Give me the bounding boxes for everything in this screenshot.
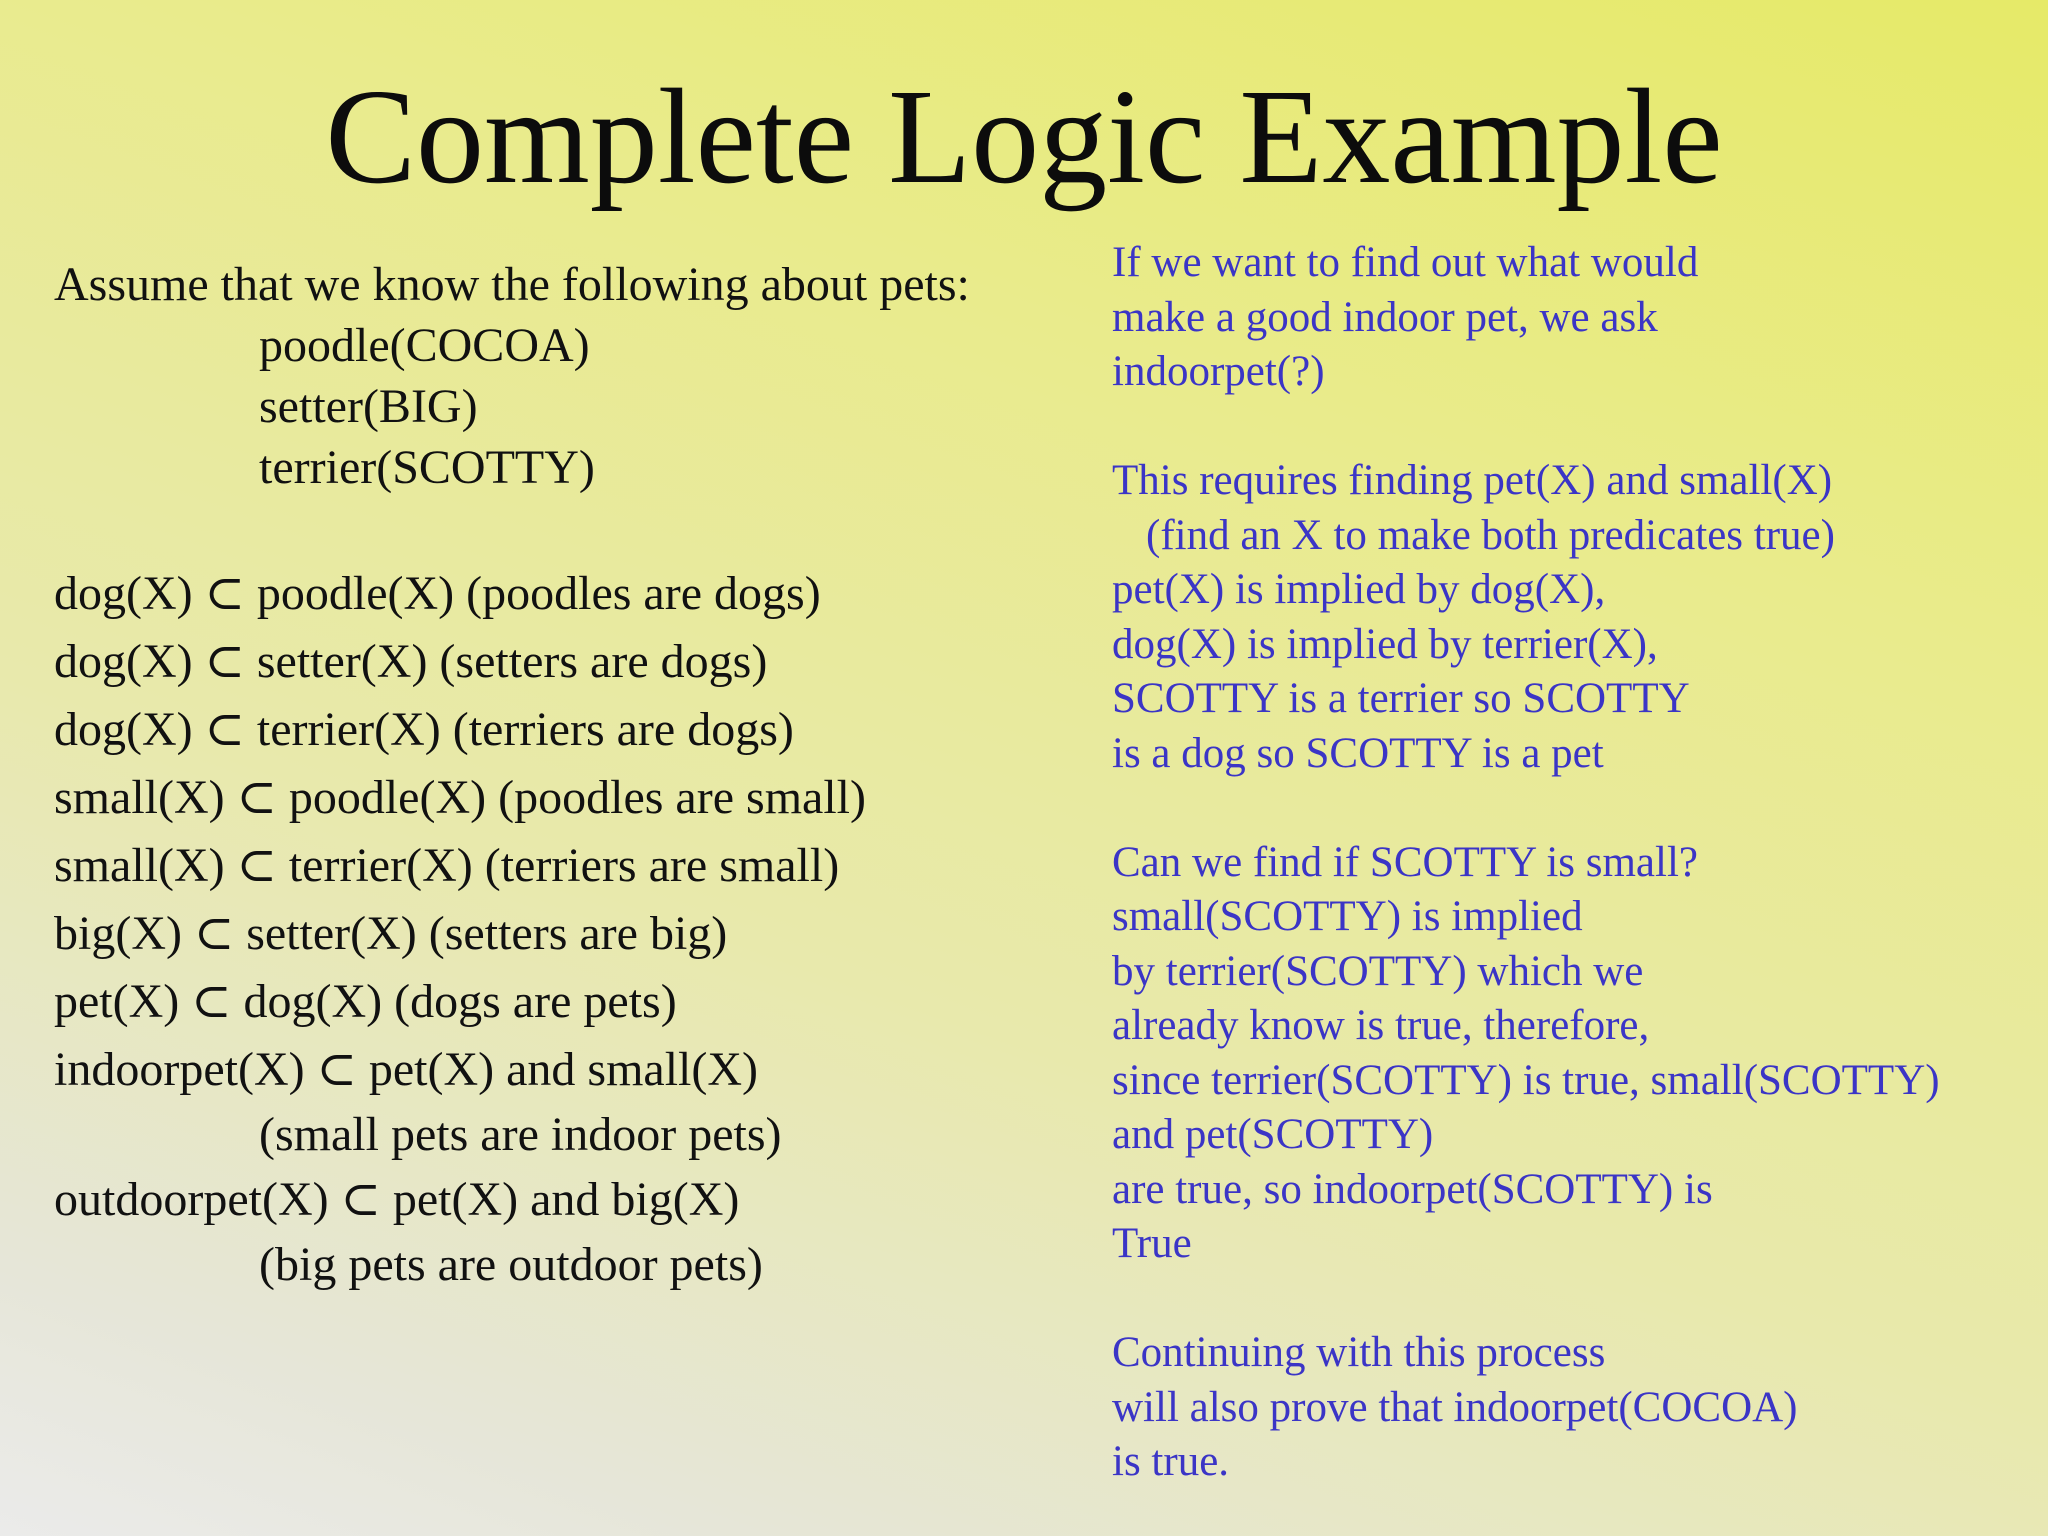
- rule-setters-are-dogs: dog(X) ⊂ setter(X) (setters are dogs): [54, 635, 768, 688]
- explanation-line: True: [1112, 1220, 1192, 1267]
- explanation-line: pet(X) is implied by dog(X),: [1112, 566, 1606, 613]
- rule-terriers-are-dogs: dog(X) ⊂ terrier(X) (terriers are dogs): [54, 703, 794, 756]
- explanation-line: will also prove that indoorpet(COCOA): [1112, 1383, 1798, 1431]
- fact-terrier: terrier(SCOTTY): [259, 441, 595, 494]
- explanation-line: are true, so indoorpet(SCOTTY) is: [1112, 1165, 1713, 1213]
- explanation-line: small(SCOTTY) is implied: [1112, 893, 1583, 940]
- explanation-line: and pet(SCOTTY): [1112, 1111, 1434, 1158]
- rule-outdoorpet: outdoorpet(X) ⊂ pet(X) and big(X): [54, 1173, 740, 1226]
- explanation-line-indented: (find an X to make both predicates true): [1146, 511, 1835, 559]
- explanation-line: Continuing with this process: [1112, 1329, 1606, 1376]
- rule-poodles-are-small: small(X) ⊂ poodle(X) (poodles are small): [54, 771, 866, 824]
- rule-outdoorpet-note: (big pets are outdoor pets): [259, 1238, 763, 1291]
- rule-indoorpet-note: (small pets are indoor pets): [259, 1108, 782, 1161]
- rule-dogs-are-pets: pet(X) ⊂ dog(X) (dogs are pets): [54, 975, 677, 1028]
- rule-terriers-are-small: small(X) ⊂ terrier(X) (terriers are small): [54, 839, 840, 892]
- explanation-question: [1112, 236, 2032, 400]
- explanation-line: already know is true, therefore,: [1112, 1002, 1650, 1049]
- rules-list: [54, 560, 1094, 1296]
- explanation-line: dog(X) is implied by terrier(X),: [1112, 620, 1658, 668]
- fact-setter: setter(BIG): [259, 380, 478, 433]
- facts-and-rules-column: [54, 254, 1094, 1296]
- explanation-line: Can we find if SCOTTY is small?: [1112, 838, 1699, 886]
- explanation-line: If we want to find out what would: [1112, 239, 1699, 286]
- explanation-column: [1112, 236, 2032, 1490]
- explanation-line: This requires finding pet(X) and small(X): [1112, 457, 1833, 504]
- slide-title: Complete Logic Example: [325, 62, 1723, 212]
- rule-poodles-are-dogs: dog(X) ⊂ poodle(X) (poodles are dogs): [54, 567, 821, 620]
- explanation-small-check: [1112, 836, 2032, 1272]
- explanation-line: is a dog so SCOTTY is a pet: [1112, 729, 1604, 777]
- rule-setters-are-big: big(X) ⊂ setter(X) (setters are big): [54, 907, 728, 960]
- fact-poodle: poodle(COCOA): [259, 319, 590, 372]
- explanation-line: since terrier(SCOTTY) is true, small(SCOTTY): [1112, 1056, 1940, 1104]
- explanation-conclusion: [1112, 1326, 2032, 1490]
- explanation-line: indoorpet(?): [1112, 348, 1325, 395]
- explanation-line: make a good indoor pet, we ask: [1112, 293, 1658, 341]
- explanation-line: by terrier(SCOTTY) which we: [1112, 947, 1644, 995]
- explanation-line: is true.: [1112, 1438, 1230, 1485]
- explanation-line: SCOTTY is a terrier so SCOTTY: [1112, 675, 1690, 722]
- facts-intro: Assume that we know the following about pets:: [54, 258, 970, 311]
- explanation-requirement: [1112, 454, 2032, 781]
- rule-indoorpet: indoorpet(X) ⊂ pet(X) and small(X): [54, 1043, 759, 1096]
